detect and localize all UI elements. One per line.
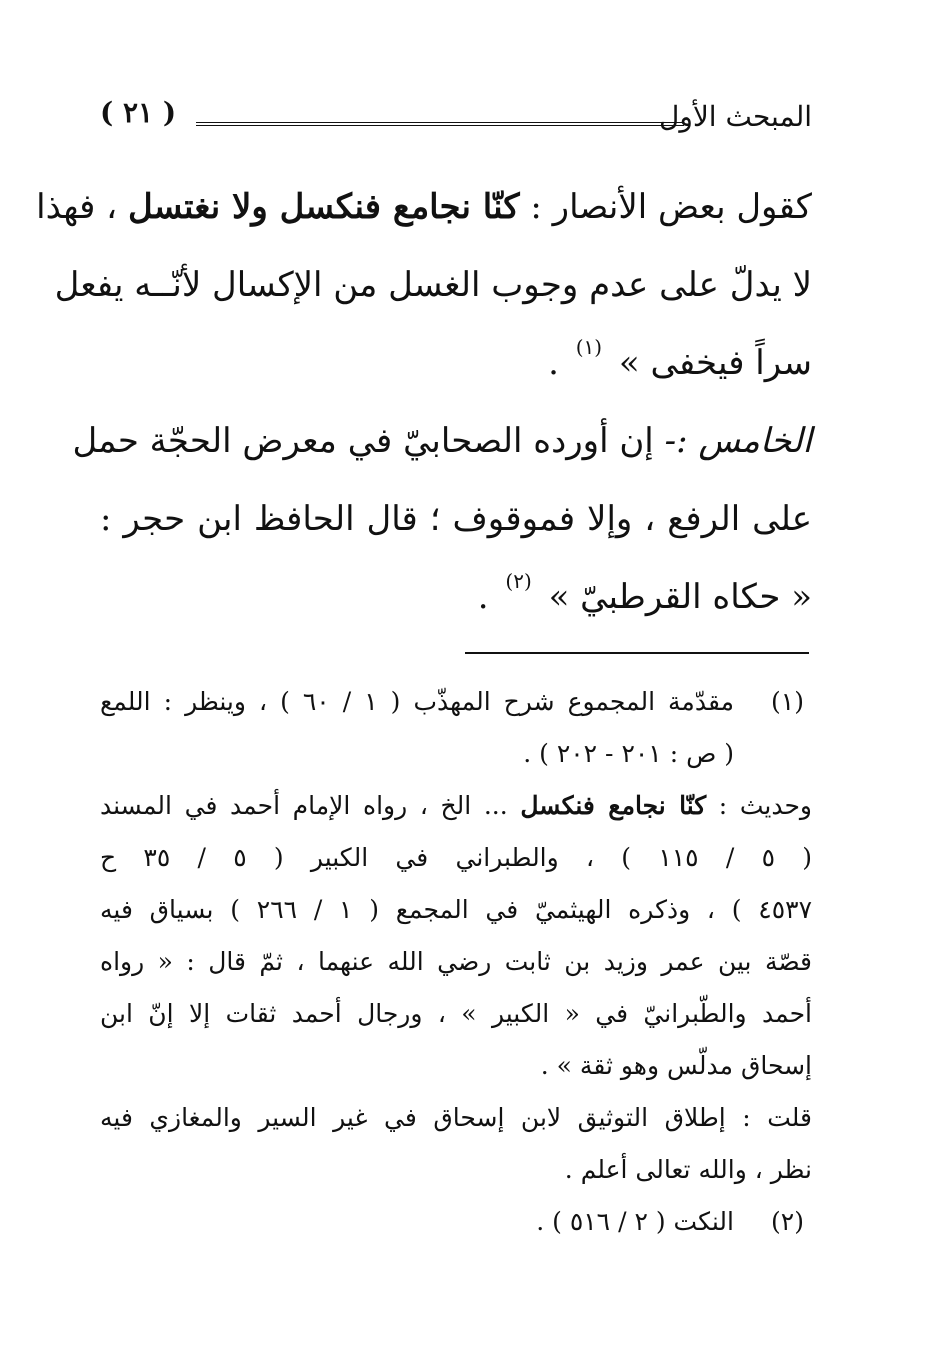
- footnote-line: مقدّمة المجموع شرح المهذّب ( ١ / ٦٠ ) ، وينظر : اللمع: [100, 687, 734, 716]
- paragraph-2-line-2: على الرفع ، وإلا فموقوف ؛ قال الحافظ ابن حجر :: [100, 499, 812, 539]
- paragraph-2-line-1: [72, 402, 812, 480]
- footnote-2: [100, 1196, 812, 1248]
- footnote-line: ( ٥ / ١١٥ ) ، والطبراني في الكبير ( ٥ / ٣٥ ح: [100, 843, 813, 872]
- hadith-quote: كنّا نجامع فنكسل ولا نغتسل: [127, 187, 520, 227]
- footnote-1-continuation: [100, 780, 812, 1092]
- footnote-line: ( ص : ٢٠١ - ٢٠٢ ) .: [523, 739, 734, 768]
- page-number: ( ٢١ ): [100, 96, 177, 129]
- chapter-title: المبحث الأول: [658, 100, 812, 133]
- header-rule: [196, 122, 684, 126]
- running-header: [100, 96, 812, 140]
- footnotes: [100, 676, 812, 1248]
- footnote-line: قلت : إطلاق التوثيق لابن إسحاق في غير السير والمغازي فيه: [100, 1103, 812, 1132]
- footnote-line: أحمد والطّبرانيّ في « الكبير » ، ورجال أحمد ثقات إلا إنّ ابن: [100, 999, 812, 1028]
- footnote-separator: [465, 652, 809, 654]
- footnote-line: إسحاق مدلّس وهو ثقة » .: [540, 1051, 812, 1080]
- text-run: .: [477, 577, 500, 617]
- footnote-number: (٢): [771, 1207, 804, 1236]
- hadith-quote: كنّا نجامع فنكسل: [520, 791, 707, 820]
- paragraph-1-line-1: [36, 168, 812, 246]
- text-run: « حكاه القرطبيّ »: [537, 577, 812, 617]
- paragraph-1-line-2: لا يدلّ على عدم وجوب الغسل من الإكسال لأنّــه يفعل: [54, 265, 812, 305]
- paragraph-1-line-3: [100, 324, 812, 402]
- footnote-number: (١): [771, 687, 804, 716]
- text-run: كقول بعض الأنصار :: [519, 187, 812, 227]
- footnote-1: [100, 676, 812, 780]
- footnote-line: [100, 780, 812, 832]
- text-run: سراً فيخفى »: [608, 343, 812, 383]
- footnote-ref-2[interactable]: (٢): [505, 569, 532, 593]
- footnote-line: قصّة بين عمر وزيد بن ثابت رضي الله عنهما ، ثمّ قال : « رواه: [100, 947, 812, 976]
- main-text: [36, 168, 812, 636]
- section-label: الخامس :-: [664, 421, 812, 461]
- text-run: .: [548, 343, 570, 383]
- footnote-1-note: [100, 1092, 812, 1196]
- footnote-line: ٤٥٣٧ ) ، وذكره الهيثميّ في المجمع ( ١ / ٢٦٦ ) بسياق فيه: [100, 895, 812, 924]
- paragraph-2-line-3: [100, 558, 812, 636]
- text-run: ... الخ ، رواه الإمام أحمد في المسند: [100, 791, 521, 820]
- text-run: وحديث :: [706, 791, 812, 820]
- text-run: ، فهذا: [36, 187, 128, 227]
- footnote-line: النكت ( ٢ / ٥١٦ ) .: [536, 1207, 734, 1236]
- footnote-ref-1[interactable]: (١): [575, 335, 603, 359]
- text-run: إن أورده الصحابيّ في معرض الحجّة حمل: [72, 421, 665, 461]
- footnote-line: نظر ، والله تعالى أعلم .: [564, 1155, 812, 1184]
